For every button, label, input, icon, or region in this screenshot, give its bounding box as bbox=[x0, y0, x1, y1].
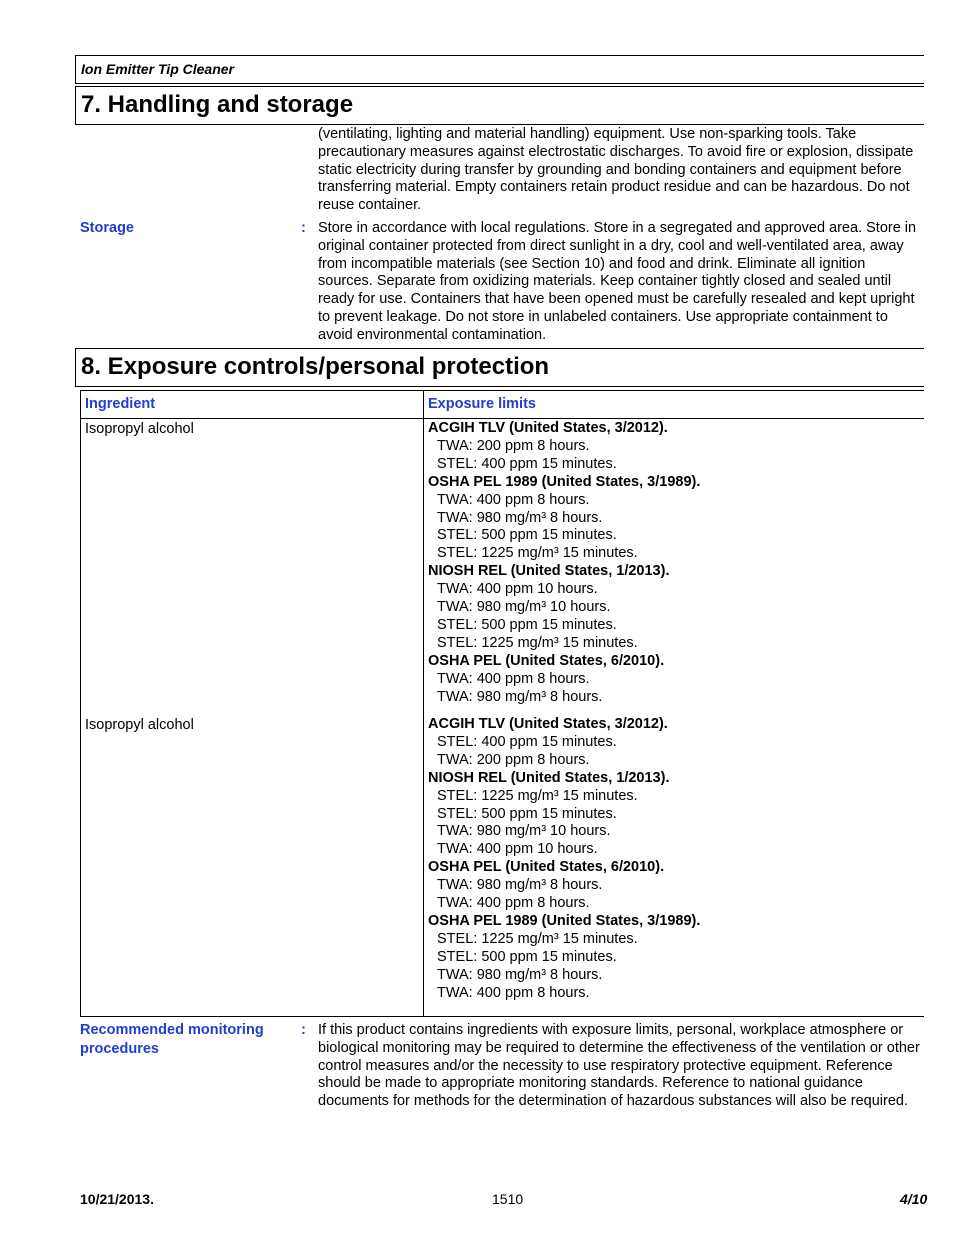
document-header bbox=[75, 55, 924, 84]
storage-colon: : bbox=[301, 220, 306, 236]
limit-value: TWA: 980 mg/m³ 8 hours. bbox=[437, 688, 603, 705]
limit-organization: NIOSH REL (United States, 1/2013). bbox=[428, 769, 670, 786]
column-header-ingredient: Ingredient bbox=[85, 396, 156, 412]
handling-continued-text: (ventilating, lighting and material handling) equipment. Use non-sparking tools. Take precautionary measures against electrostatic discharges. To avoid fire or explosion, dissipate static electricity during transfer by grounding and bonding containers and equipment before transferring material. Empty containers retain product residue and can be hazardous. Do not reuse container. bbox=[318, 126, 914, 214]
limit-value: STEL: 400 ppm 15 minutes. bbox=[437, 455, 617, 472]
limit-value: TWA: 400 ppm 8 hours. bbox=[437, 491, 590, 508]
limit-value: TWA: 980 mg/m³ 8 hours. bbox=[437, 877, 603, 894]
exposure-limits-cell bbox=[428, 420, 918, 707]
limit-value: STEL: 1225 mg/m³ 15 minutes. bbox=[437, 634, 638, 651]
limit-value: STEL: 500 ppm 15 minutes. bbox=[437, 948, 617, 965]
storage-text: Store in accordance with local regulations. Store in a segregated and approved area. Store in original container protected from direct sunlight in a dry, cool and well-ventilated area, away from incompatible materials (see Section 10) and food and drink. Eliminate all ignition sources. Separate from oxidizing materials. Keep container tightly closed and sealed until ready for use. Containers that have been opened must be carefully resealed and kept upright to prevent leakage. Do not store in unlabeled containers. Use appropriate containment to avoid environmental contamination. bbox=[318, 220, 917, 343]
monitoring-label-line1: Recommended monitoring bbox=[80, 1022, 264, 1038]
footer-date: 10/21/2013. bbox=[80, 1191, 154, 1207]
limit-value: TWA: 400 ppm 8 hours. bbox=[437, 670, 590, 687]
limit-value: TWA: 980 mg/m³ 10 hours. bbox=[437, 823, 611, 840]
limit-organization: ACGIH TLV (United States, 3/2012). bbox=[428, 420, 668, 436]
limit-value: TWA: 400 ppm 10 hours. bbox=[437, 841, 598, 858]
limit-value: TWA: 200 ppm 8 hours. bbox=[437, 751, 590, 768]
limit-value: STEL: 400 ppm 15 minutes. bbox=[437, 733, 617, 750]
limit-value: STEL: 500 ppm 15 minutes. bbox=[437, 616, 617, 633]
limit-value: TWA: 980 mg/m³ 10 hours. bbox=[437, 599, 611, 616]
limit-organization: OSHA PEL (United States, 6/2010). bbox=[428, 652, 665, 669]
product-name: Ion Emitter Tip Cleaner bbox=[81, 61, 234, 77]
monitoring-label-line2: procedures bbox=[80, 1041, 159, 1057]
table-column-divider bbox=[423, 390, 424, 1017]
section-7-title: 7. Handling and storage bbox=[81, 91, 354, 118]
footer-code: 1510 bbox=[492, 1191, 524, 1207]
limit-organization: OSHA PEL 1989 (United States, 3/1989). bbox=[428, 473, 701, 490]
section-7-heading bbox=[75, 86, 924, 125]
monitoring-text: If this product contains ingredients with exposure limits, personal, workplace atmosphere or biological monitoring may be required to determine the effectiveness of the ventilation or other control measures and/or the necessity to use respiratory protective equipment. Reference should be made to appropriate monitoring standards. Reference to national guidance documents for methods for the determination of hazardous substances will also be required. bbox=[318, 1022, 920, 1110]
column-header-exposure-limits: Exposure limits bbox=[428, 396, 536, 412]
limit-value: TWA: 980 mg/m³ 8 hours. bbox=[437, 509, 603, 526]
monitoring-colon: : bbox=[301, 1022, 306, 1038]
section-8-title: 8. Exposure controls/personal protection bbox=[81, 353, 550, 380]
limit-value: STEL: 1225 mg/m³ 15 minutes. bbox=[437, 787, 638, 804]
limit-value: TWA: 400 ppm 8 hours. bbox=[437, 984, 590, 1001]
table-header-divider bbox=[80, 418, 924, 419]
limit-value: TWA: 400 ppm 8 hours. bbox=[437, 895, 590, 912]
ingredient-name: Isopropyl alcohol bbox=[85, 717, 194, 733]
footer-page-number: 4/10 bbox=[900, 1191, 928, 1207]
limit-value: TWA: 400 ppm 10 hours. bbox=[437, 581, 598, 598]
limit-organization: OSHA PEL (United States, 6/2010). bbox=[428, 859, 665, 876]
limit-value: STEL: 500 ppm 15 minutes. bbox=[437, 527, 617, 544]
monitoring-label bbox=[80, 1021, 264, 1059]
limit-organization: ACGIH TLV (United States, 3/2012). bbox=[428, 716, 668, 732]
ingredient-name: Isopropyl alcohol bbox=[85, 421, 194, 437]
storage-label: Storage bbox=[80, 220, 134, 236]
limit-value: STEL: 1225 mg/m³ 15 minutes. bbox=[437, 545, 638, 562]
exposure-limits-cell bbox=[428, 716, 918, 1003]
limit-value: TWA: 200 ppm 8 hours. bbox=[437, 437, 590, 454]
limit-value: STEL: 500 ppm 15 minutes. bbox=[437, 805, 617, 822]
limit-value: TWA: 980 mg/m³ 8 hours. bbox=[437, 966, 603, 983]
limit-value: STEL: 1225 mg/m³ 15 minutes. bbox=[437, 930, 638, 947]
limit-organization: OSHA PEL 1989 (United States, 3/1989). bbox=[428, 912, 701, 929]
limit-organization: NIOSH REL (United States, 1/2013). bbox=[428, 563, 670, 580]
section-8-heading bbox=[75, 348, 924, 387]
